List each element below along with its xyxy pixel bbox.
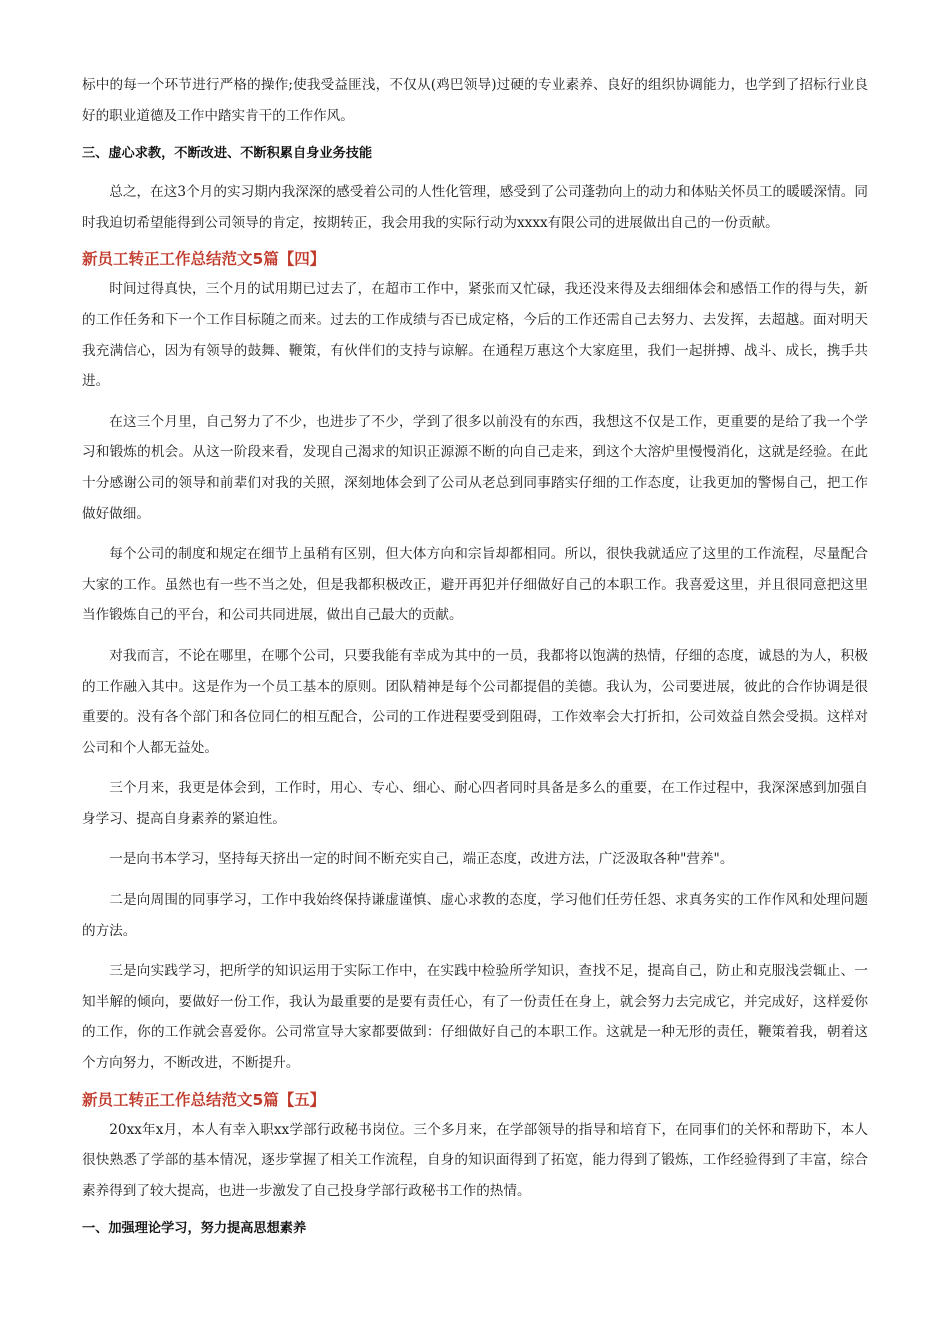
section-four-paragraph: 在这三个月里，自己努力了不少，也进步了不少，学到了很多以前没有的东西，我想这不仅是工作，更重要的是给了我一个学习和锻炼的机会。从这一阶段来看，发现自己渴求的知识正源源不断的向自己走来，到这个大溶炉里慢慢消化，这就是经验。在此十分感谢公司的领导和前辈们对我的关照，深刻地体会到了公司从老总到同事踏实仔细的工作态度，让我更加的警惕自己，把工作做好做细。 — [82, 413, 868, 522]
document-page — [82, 70, 868, 1252]
section-four-paragraph: 对我而言，不论在哪里，在哪个公司，只要我能有幸成为其中的一员，我都将以饱满的热情，仔细的态度，诚恳的为人，积极的工作融入其中。这是作为一个员工基本的原则。团队精神是每个公司都提倡的美德。我认为，公司要进展，彼此的合作协调是很重要的。没有各个部门和各位同仁的相互配合，公司的工作进程要受到阻碍，工作效率会大打折扣，公司效益自然会受损。这样对公司和个人都无益处。 — [82, 647, 868, 756]
section-five-paragraph: 20xx年x月，本人有幸入职xx学部行政秘书岗位。三个多月来，在学部领导的指导和培育下，在同事们的关怀和帮助下，本人很快熟悉了学部的基本情况，逐步掌握了相关工作流程，自身的知识面得到了拓宽，能力得到了锻炼，工作经验得到了丰富，综合素养得到了较大提高，也进一步激发了自己投身学部行政秘书工作的热情。 — [82, 1121, 868, 1199]
intro-paragraph: 标中的每一个环节进行严格的操作;使我受益匪浅，不仅从(鸡巴领导)过硬的专业素养、良好的组织协调能力，也学到了招标行业良好的职业道德及工作中踏实肯干的工作作风。 — [82, 77, 868, 124]
section-four-paragraph: 三个月来，我更是体会到，工作时，用心、专心、细心、耐心四者同时具备是多么的重要，在工作过程中，我深深感到加强自身学习、提高自身素养的紧迫性。 — [82, 780, 868, 827]
subheading-one: 一、加强理论学习，努力提高思想素养 — [82, 1221, 307, 1237]
section-four-paragraph: 一是向书本学习，坚持每天挤出一定的时间不断充实自己，端正态度，改进方法，广泛汲取各种"营养"。 — [109, 851, 734, 868]
section-four-paragraph: 时间过得真快，三个月的试用期已过去了，在超市工作中，紧张而又忙碌，我还没来得及去细细体会和感悟工作的得与失，新的工作任务和下一个工作目标随之而来。过去的工作成绩与否已成定格，今后的工作还需自己去努力、去发挥，去超越。面对明天我充满信心，因为有领导的鼓舞、鞭策，有伙伴们的支持与谅解。在通程万惠这个大家庭里，我们一起拼搏、战斗、成长，携手共进。 — [82, 281, 868, 390]
subheading-three: 三、虚心求教，不断改进、不断积累自身业务技能 — [82, 146, 373, 162]
section-four-paragraph: 三是向实践学习，把所学的知识运用于实际工作中，在实践中检验所学知识，查找不足，提高自己，防止和克服浅尝辄止、一知半解的倾向，要做好一份工作，我认为最重要的是要有责任心，有了一份责任在身上，就会努力去完成它，并完成好，这样爱你的工作，你的工作就会喜爱你。公司常宣导大家都要做到：仔细做好自己的本职工作。这就是一种无形的责任，鞭策着我，朝着这个方向努力，不断改进，不断提升。 — [82, 963, 868, 1072]
section-four-paragraph: 每个公司的制度和规定在细节上虽稍有区别，但大体方向和宗旨却都相同。所以，很快我就适应了这里的工作流程，尽量配合大家的工作。虽然也有一些不当之处，但是我都积极改正，避开再犯并仔细做好自己的本职工作。我喜爱这里，并且很同意把这里当作锻炼自己的平台，和公司共同进展，做出自己最大的贡献。 — [82, 546, 868, 624]
section-four-title: 新员工转正工作总结范文5篇【四】 — [82, 250, 326, 269]
section-four-paragraph: 二是向周围的同事学习，工作中我始终保持谦虚谨慎、虚心求教的态度，学习他们任劳任怨、求真务实的工作作风和处理问题的方法。 — [82, 892, 868, 939]
summary-paragraph: 总之，在这3个月的实习期内我深深的感受着公司的人性化管理，感受到了公司蓬勃向上的动力和体贴关怀员工的暖暖深情。同时我迫切希望能得到公司领导的肯定，按期转正，我会用我的实际行动为xxxx有限公司的进展做出自己的一份贡献。 — [82, 184, 868, 231]
section-five-title: 新员工转正工作总结范文5篇【五】 — [82, 1090, 326, 1109]
